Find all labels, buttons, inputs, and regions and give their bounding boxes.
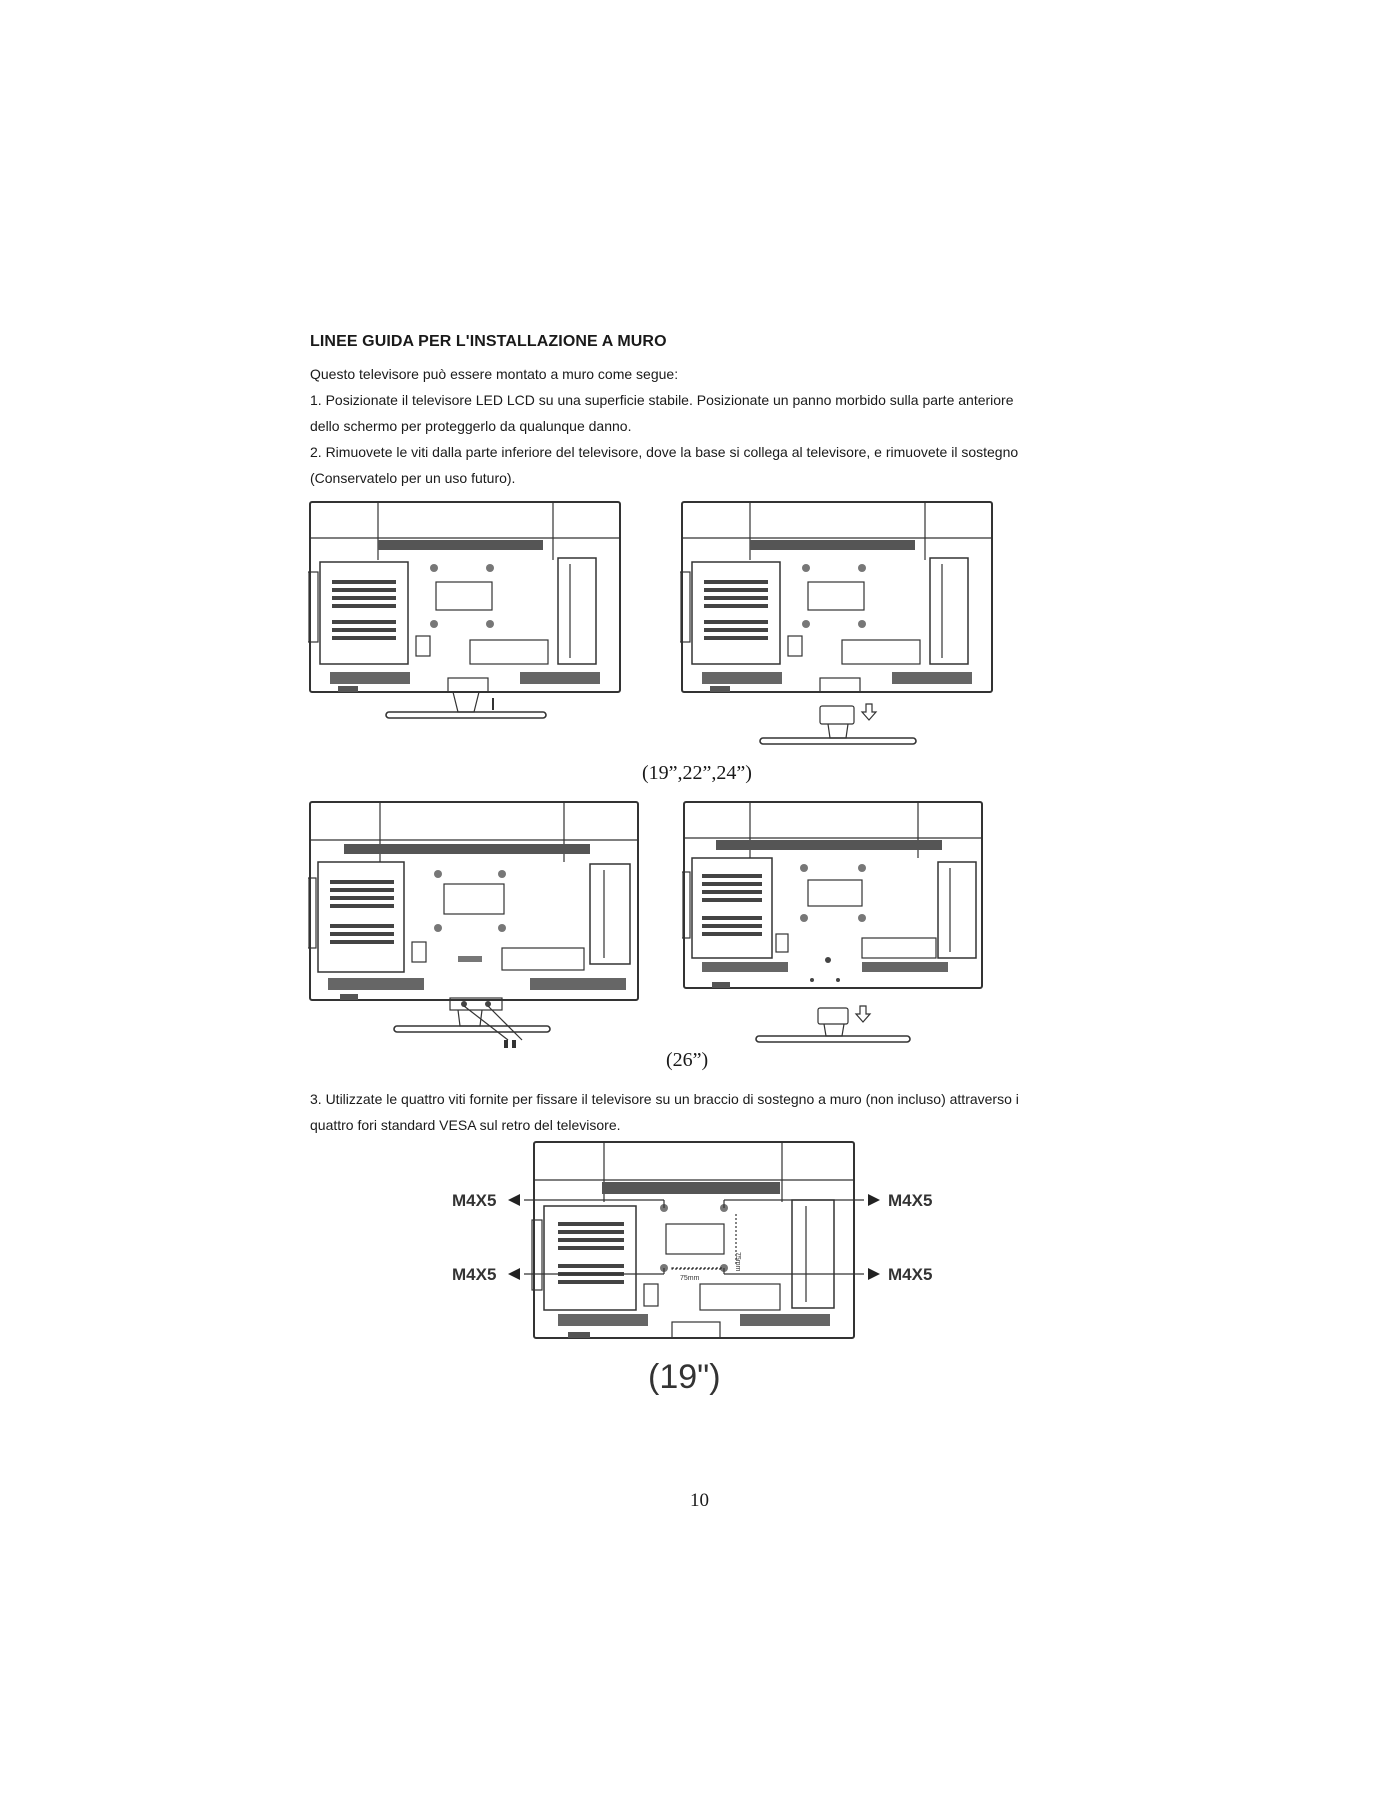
- step-2-line-1: 2. Rimuovete le viti dalla parte inferiore del televisore, dove la base si collega al televisore, e rimuovete il sostegno: [310, 444, 1019, 460]
- screw-label-top-right: M4X5: [888, 1191, 933, 1210]
- step-2: [310, 439, 1090, 491]
- vesa-width-label: 75mm: [680, 1275, 700, 1282]
- screw-label-bottom-right: M4X5: [888, 1265, 933, 1284]
- tv-26-back-stand-removed-figure: [682, 800, 986, 1050]
- caption-small-models: (19”,22”,24”): [642, 762, 752, 784]
- tv-back-stand-removed-figure: [680, 500, 996, 750]
- step-3-line-2: quattro fori standard VESA sul retro del televisore.: [310, 1117, 621, 1133]
- caption-26: (26”): [666, 1049, 709, 1071]
- vesa-height-label: 75mm: [734, 1252, 741, 1272]
- screw-label-bottom-left: M4X5: [452, 1265, 497, 1284]
- intro-text: Questo televisore può essere montato a muro come segue:: [310, 366, 679, 382]
- step-2-line-2: (Conservatelo per un uso futuro).: [310, 470, 516, 486]
- step-3: [310, 1086, 1096, 1138]
- tv-26-back-with-stand-figure: [308, 800, 642, 1050]
- page-title: LINEE GUIDA PER L'INSTALLAZIONE A MURO: [310, 333, 667, 350]
- step-1-line-1: 1. Posizionate il televisore LED LCD su una superficie stabile. Posizionate un panno morbido sulla parte anteriore: [310, 392, 1014, 408]
- tv-back-with-stand-figure: [308, 500, 624, 726]
- vesa-mount-figure: [440, 1140, 960, 1420]
- screw-label-top-left: M4X5: [452, 1191, 497, 1210]
- caption-19: (19"): [648, 1358, 721, 1396]
- step-3-line-1: 3. Utilizzate le quattro viti fornite per fissare il televisore su un braccio di sostegno a muro (non incluso) attraverso i: [310, 1091, 1019, 1107]
- step-1-line-2: dello schermo per proteggerlo da qualunque danno.: [310, 418, 632, 434]
- step-1: [310, 387, 1090, 439]
- page-number: 10: [690, 1490, 709, 1511]
